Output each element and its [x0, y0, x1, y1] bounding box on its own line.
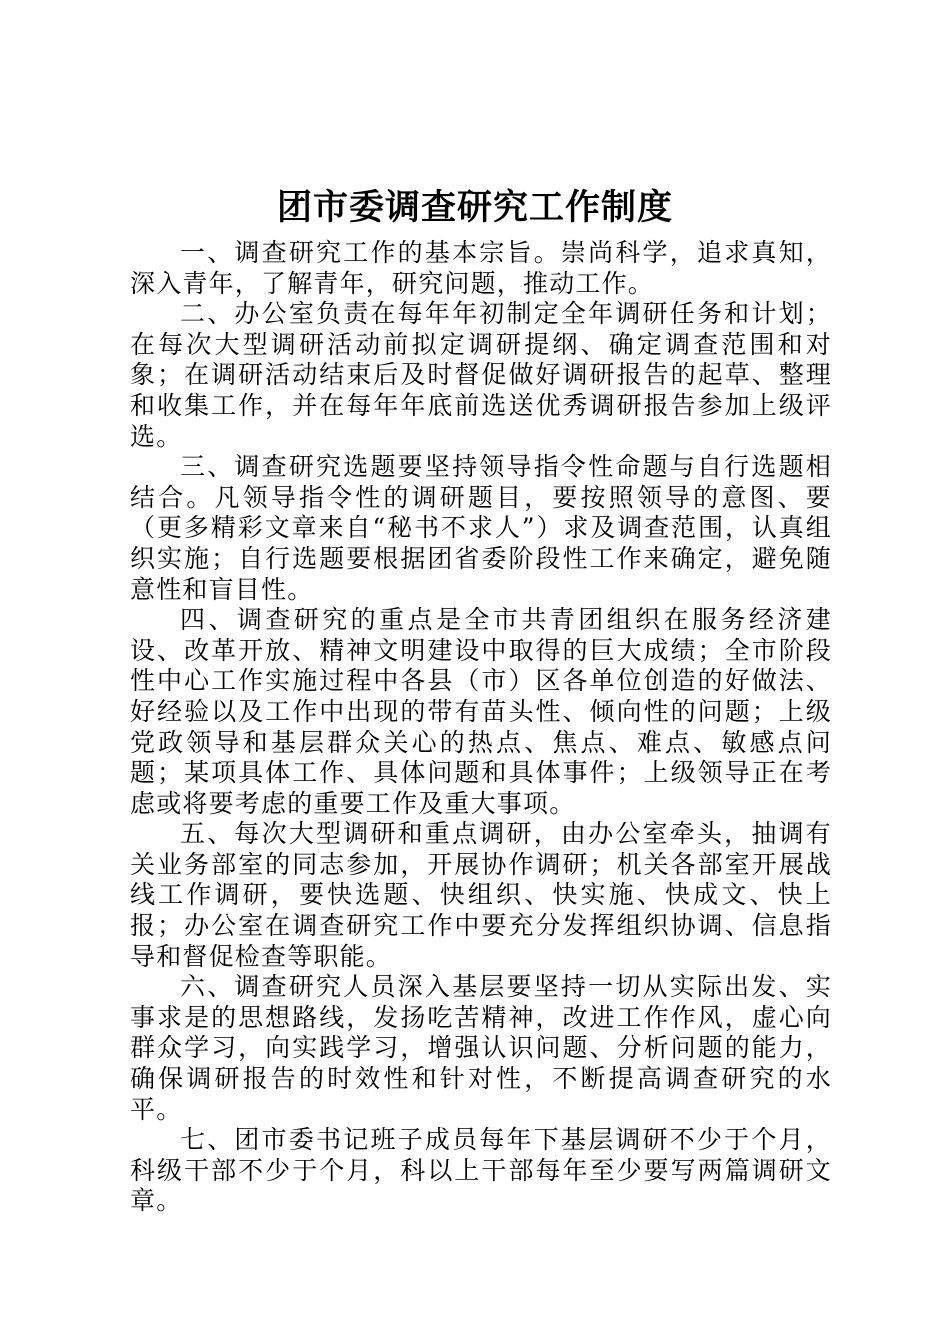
paragraph-4: 四、调查研究的重点是全市共青团组织在服务经济建设、改革开放、精神文明建设中取得的巨大成绩；全市阶段性中心工作实施过程中各县（市）区各单位创造的好做法、好经验以及工作中出现的带有苗头性、倾向性的问题；上级党政领导和基层群众关心的热点、焦点、难点、敏感点问题；某项具体工作、具体问题和具体事件；上级领导正在考虑或将要考虑的重要工作及重大事项。: [130, 605, 832, 818]
paragraph-3: 三、调查研究选题要坚持领导指令性命题与自行选题相结合。凡领导指令性的调研题目，要按照领导的意图、要（更多精彩文章来自“秘书不求人”）求及调查范围，认真组织实施；自行选题要根据团省委阶段性工作来确定，避免随意性和盲目性。: [130, 452, 832, 604]
paragraph-5: 五、每次大型调研和重点调研，由办公室牵头，抽调有关业务部室的同志参加，开展协作调研；机关各部室开展战线工作调研，要快选题、快组织、快实施、快成文、快上报；办公室在调查研究工作中要充分发挥组织协调、信息指导和督促检查等职能。: [130, 819, 832, 971]
paragraph-6: 六、调查研究人员深入基层要坚持一切从实际出发、实事求是的思想路线，发扬吃苦精神，改进工作作风，虚心向群众学习，向实践学习，增强认识问题、分析问题的能力，确保调研报告的时效性和针对性，不断提高调查研究的水平。: [130, 972, 832, 1124]
paragraph-7: 七、团市委书记班子成员每年下基层调研不少于个月，科级干部不少于个月，科以上干部每年至少要写两篇调研文章。: [130, 1125, 832, 1216]
paragraph-1: 一、调查研究工作的基本宗旨。崇尚科学，追求真知，深入青年，了解青年，研究问题，推动工作。: [130, 238, 832, 298]
paragraph-2: 二、办公室负责在每年年初制定全年调研任务和计划；在每次大型调研活动前拟定调研提纲、确定调查范围和对象；在调研活动结束后及时督促做好调研报告的起草、整理和收集工作，并在每年年底前选送优秀调研报告参加上级评选。: [130, 299, 832, 451]
document-body: [130, 238, 832, 1217]
document-title: 团市委调查研究工作制度: [276, 187, 673, 228]
